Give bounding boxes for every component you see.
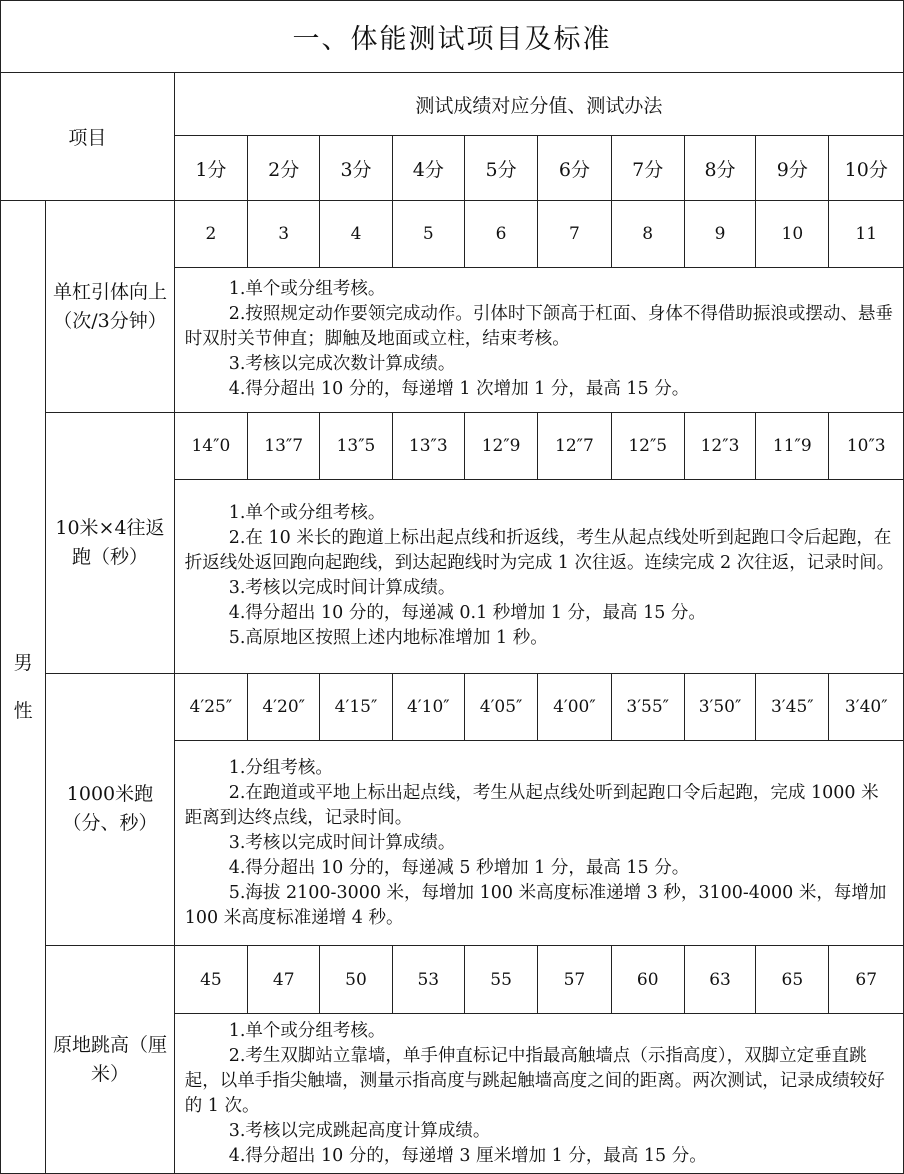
method-line: 1.单个或分组考核。 — [228, 1020, 386, 1041]
standard-value: 11 — [829, 201, 904, 267]
standard-value: 67 — [829, 946, 904, 1014]
score-header: 1分 — [174, 136, 247, 201]
method-line: 2.在 10 米长的跑道上标出起点线和折返线，考生从起点线处听到起跑口令后起跑，在折返线处返回跑向起跑线，到达起跑线时为完成 1 次往返。连续完成 2 次往返，记录时间。 — [184, 528, 895, 574]
standard-value: 3′55″ — [611, 673, 684, 740]
method-line: 3.考核以完成时间计算成绩。 — [228, 578, 456, 599]
standard-value: 6 — [464, 201, 537, 267]
gender-char: 性 — [13, 700, 33, 723]
method-line: 5.高原地区按照上述内地标准增加 1 秒。 — [228, 628, 548, 649]
method-line: 5.海拔 2100-3000 米，每增加 100 米高度标准递增 3 秒，3100-4000 米，每增加 100 米高度标准递增 4 秒。 — [184, 882, 887, 928]
standard-value: 12″3 — [684, 413, 755, 480]
method-line: 4.得分超出 10 分的，每递增 3 厘米增加 1 分，最高 15 分。 — [228, 1145, 707, 1166]
standard-value: 4′15″ — [320, 673, 392, 740]
score-header: 3分 — [320, 136, 392, 201]
standard-value: 13″7 — [248, 413, 320, 480]
standard-value: 4′20″ — [248, 673, 320, 740]
standard-value: 10 — [756, 201, 829, 267]
standard-value: 3′45″ — [756, 673, 829, 740]
standard-value: 5 — [392, 201, 464, 267]
score-header: 5分 — [464, 136, 537, 201]
item-name: 1000米跑（分、秒） — [46, 673, 175, 946]
score-header: 6分 — [538, 136, 611, 201]
method-cell — [174, 740, 903, 946]
table-title: 一、体能测试项目及标准 — [1, 1, 904, 73]
method-line: 3.考核以完成跳起高度计算成绩。 — [228, 1120, 491, 1141]
standard-value: 4 — [320, 201, 392, 267]
standard-value: 8 — [611, 201, 684, 267]
standard-value: 12″9 — [464, 413, 537, 480]
standard-value: 53 — [392, 946, 464, 1014]
standard-value: 11″9 — [756, 413, 829, 480]
method-line: 1.单个或分组考核。 — [228, 279, 386, 300]
standard-value: 55 — [464, 946, 537, 1014]
standard-value: 12″7 — [538, 413, 611, 480]
standard-value: 3′50″ — [684, 673, 755, 740]
score-header: 4分 — [392, 136, 464, 201]
standard-value: 4′25″ — [174, 673, 247, 740]
standard-value: 63 — [684, 946, 755, 1014]
standard-value: 4′10″ — [392, 673, 464, 740]
standard-value: 13″3 — [392, 413, 464, 480]
standard-value: 60 — [611, 946, 684, 1014]
method-line: 4.得分超出 10 分的，每递减 5 秒增加 1 分，最高 15 分。 — [228, 857, 690, 878]
method-line: 1.分组考核。 — [228, 757, 333, 778]
method-line: 2.按照规定动作要领完成动作。引体时下颌高于杠面、身体不得借助振浪或摆动、悬垂时双肘关节伸直；脚触及地面或立柱，结束考核。 — [184, 304, 893, 350]
standard-value: 4′05″ — [464, 673, 537, 740]
standard-value: 9 — [684, 201, 755, 267]
standard-value: 45 — [174, 946, 247, 1014]
standard-value: 14″0 — [174, 413, 247, 480]
score-header: 7分 — [611, 136, 684, 201]
standard-value: 10″3 — [829, 413, 904, 480]
method-line: 4.得分超出 10 分的，每递增 1 次增加 1 分，最高 15 分。 — [228, 379, 690, 400]
standard-value: 7 — [538, 201, 611, 267]
score-header: 8分 — [684, 136, 755, 201]
gender-cell — [1, 201, 46, 1174]
gender-char: 男 — [13, 652, 33, 675]
method-line: 4.得分超出 10 分的，每递减 0.1 秒增加 1 分，最高 15 分。 — [228, 603, 706, 624]
score-header: 2分 — [248, 136, 320, 201]
standard-value: 4′00″ — [538, 673, 611, 740]
item-name: 单杠引体向上（次/3分钟） — [46, 201, 175, 413]
standard-value: 3′40″ — [829, 673, 904, 740]
method-column-header: 测试成绩对应分值、测试办法 — [174, 73, 903, 136]
standard-value: 50 — [320, 946, 392, 1014]
standard-value: 13″5 — [320, 413, 392, 480]
method-line: 3.考核以完成时间计算成绩。 — [228, 832, 456, 853]
method-cell — [174, 267, 903, 412]
method-cell — [174, 480, 903, 673]
standard-value: 57 — [538, 946, 611, 1014]
method-line: 3.考核以完成次数计算成绩。 — [228, 354, 456, 375]
item-name: 原地跳高（厘米） — [46, 946, 175, 1174]
score-header: 10分 — [829, 136, 904, 201]
method-line: 2.考生双脚站立靠墙，单手伸直标记中指最高触墙点（示指高度），双脚立定垂直跳起，以单手指尖触墙，测量示指高度与跳起触墙高度之间的距离。两次测试，记录成绩较好的 1 次。 — [184, 1045, 885, 1116]
item-name: 10米×4往返跑（秒） — [46, 413, 175, 674]
method-cell — [174, 1014, 903, 1174]
method-line: 2.在跑道或平地上标出起点线，考生从起点线处听到起跑口令后起跑，完成 1000 米距离到达终点线，记录时间。 — [184, 782, 879, 828]
score-header: 9分 — [756, 136, 829, 201]
standard-value: 3 — [248, 201, 320, 267]
standard-value: 2 — [174, 201, 247, 267]
method-line: 1.单个或分组考核。 — [228, 503, 386, 524]
standard-value: 47 — [248, 946, 320, 1014]
item-column-header: 项目 — [1, 73, 175, 201]
standard-value: 12″5 — [611, 413, 684, 480]
standard-value: 65 — [756, 946, 829, 1014]
